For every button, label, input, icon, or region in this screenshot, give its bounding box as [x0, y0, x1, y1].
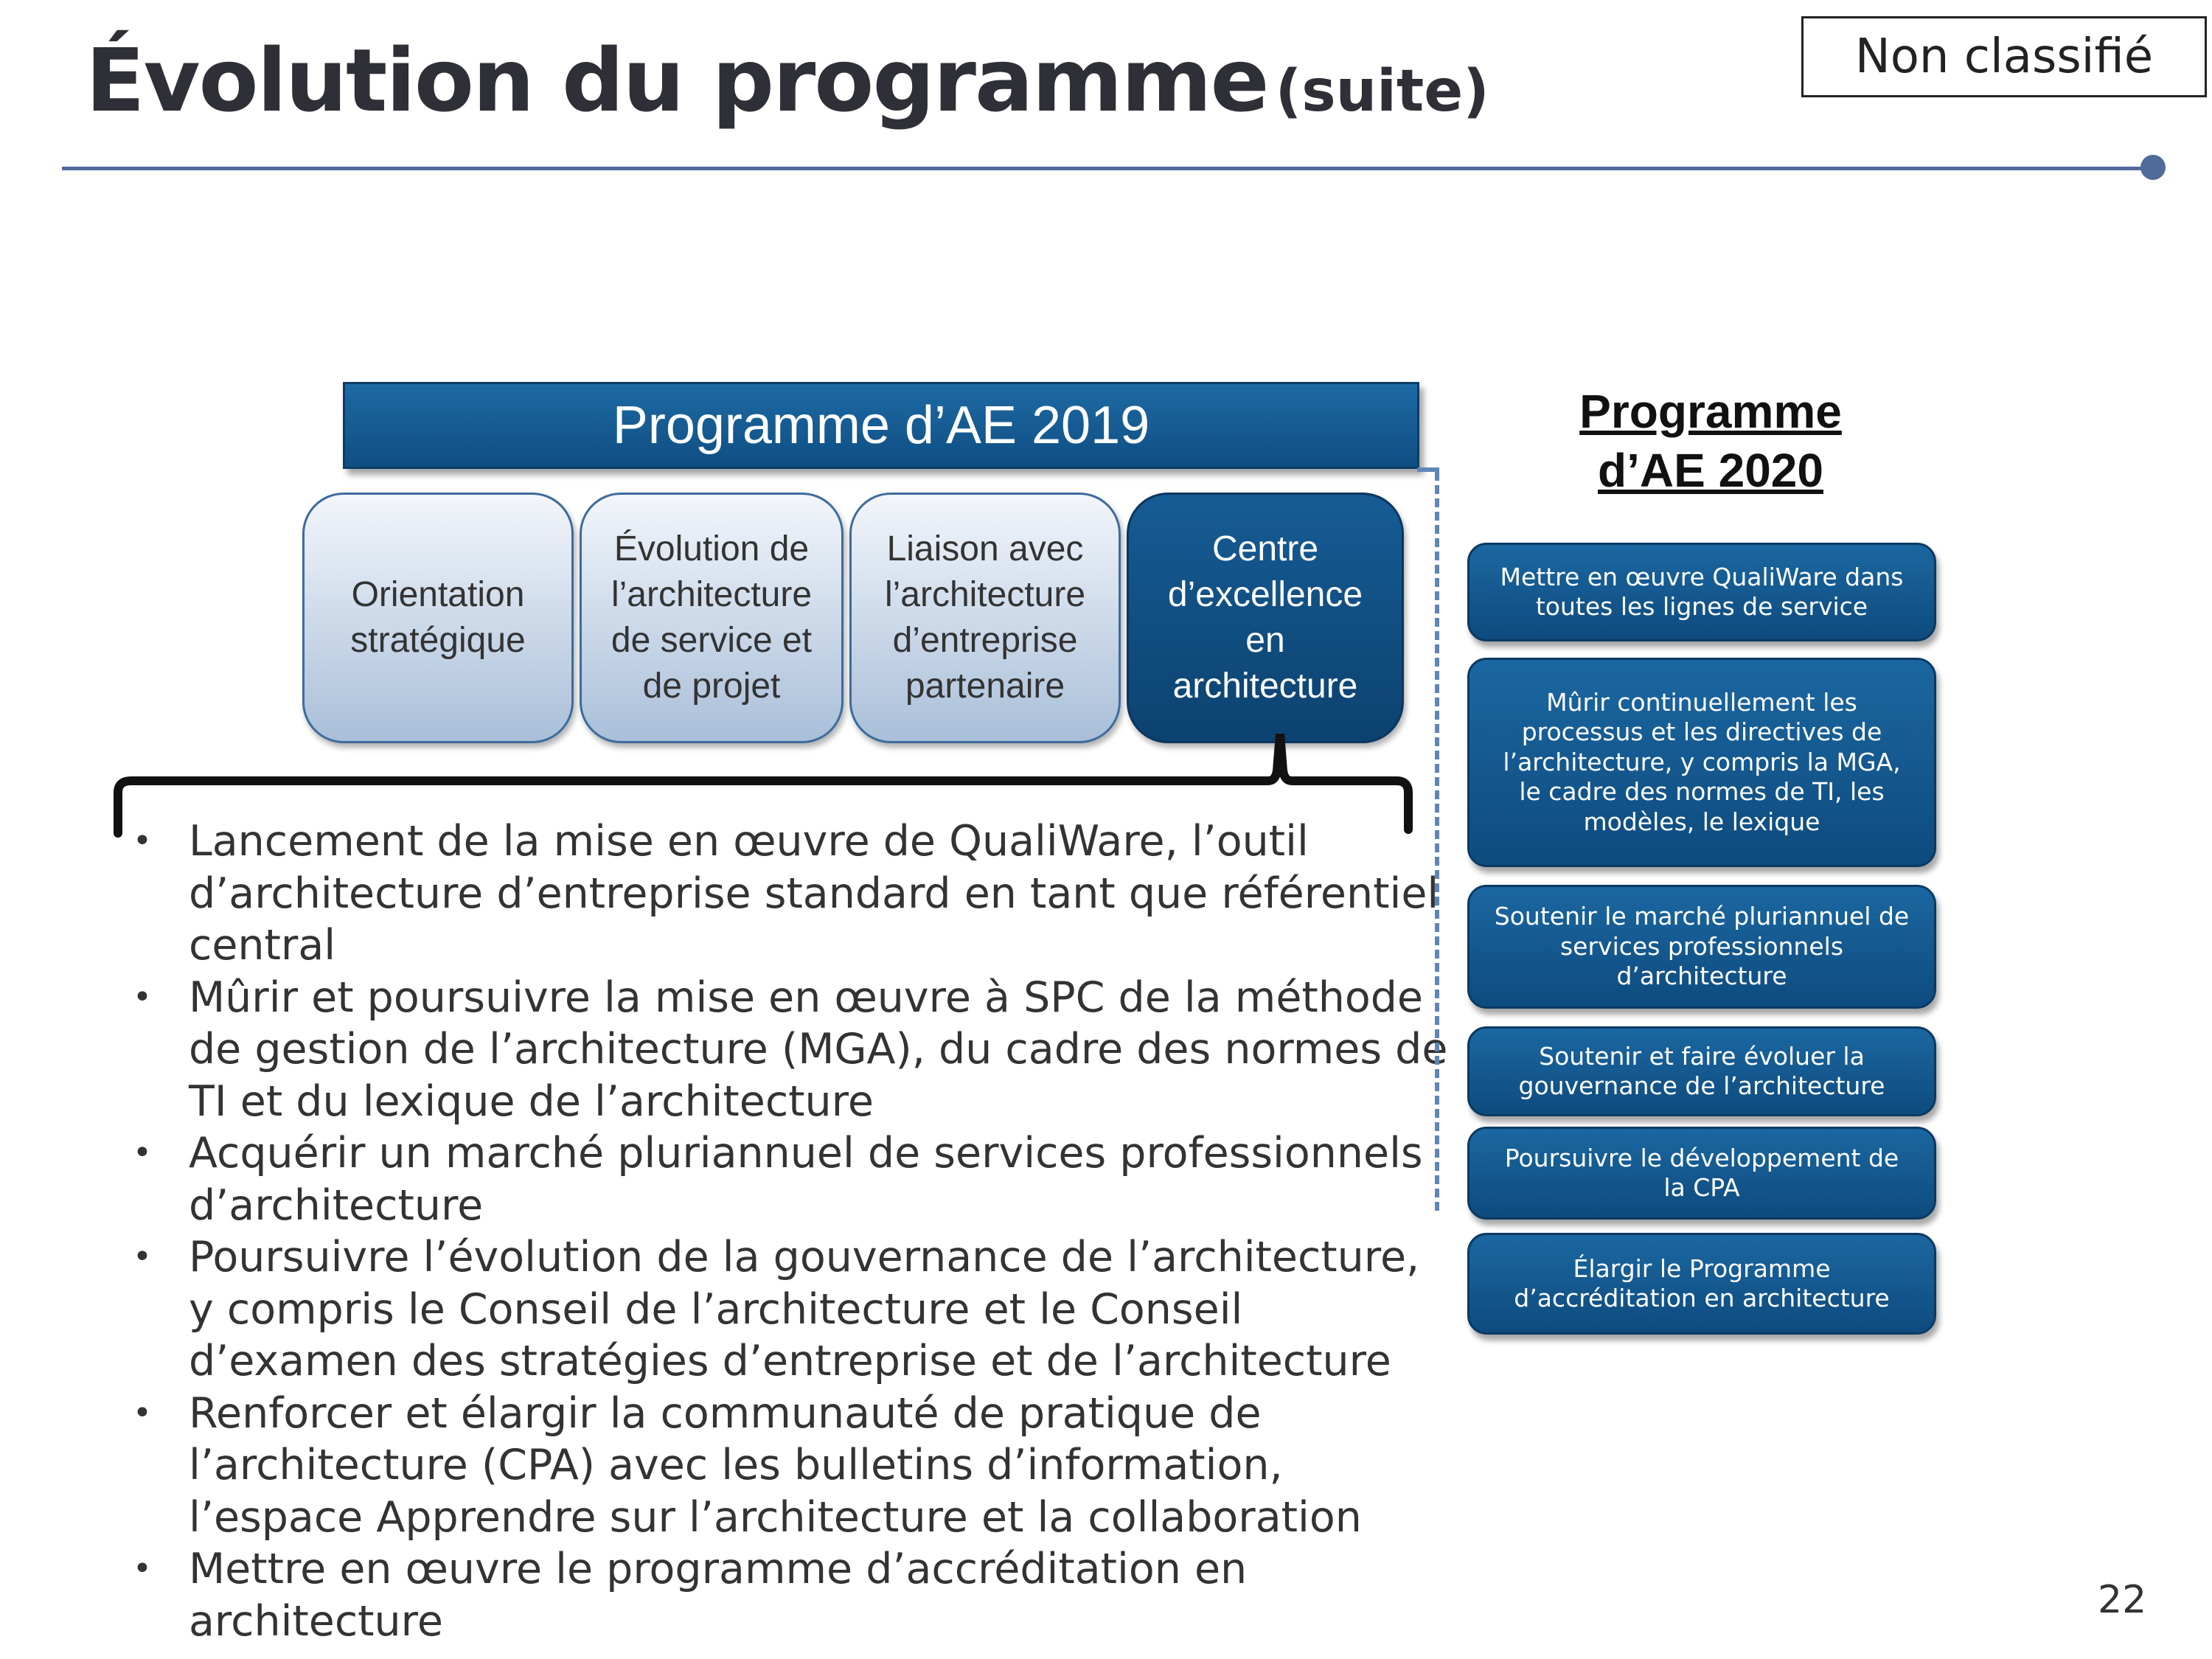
list-item	[133, 1388, 1453, 1544]
bullet-text: Acquérir un marché pluriannuel de services professionnels d’architecture	[189, 1129, 1423, 1230]
pillar-label: Évolution de l’architecture de service et de projet	[611, 529, 813, 706]
list-item	[133, 1543, 1453, 1647]
pillar-service-architecture	[580, 493, 844, 743]
list-item	[133, 1127, 1453, 1231]
program-2020-item: Poursuivre le développement de la CPA	[1467, 1127, 1936, 1220]
bullet-icon: •	[133, 978, 152, 1016]
pillar-strategic-direction	[302, 493, 574, 743]
bullet-text: Mûrir et poursuivre la mise en œuvre à SPC de la méthode de gestion de l’architecture (MGA), du cadre des normes de TI et du lexique de l’architecture	[189, 973, 1448, 1126]
bullet-list-2019	[133, 815, 1453, 1647]
program-2020-title: Programme d’AE 2020	[1579, 385, 1842, 497]
bullet-icon: •	[133, 1550, 152, 1587]
title-rule	[62, 167, 2156, 170]
list-item	[133, 1231, 1453, 1388]
program-2020-item: Soutenir et faire évoluer la gouvernance de l’architecture	[1467, 1026, 1936, 1116]
pillar-label: Centre d’excellence en architecture	[1167, 529, 1363, 706]
bullet-icon: •	[133, 822, 152, 860]
bullet-icon: •	[133, 1394, 152, 1432]
pillar-label: Liaison avec l’architecture d’entreprise partenaire	[884, 529, 1086, 706]
program-2019-banner: Programme d’AE 2019	[343, 382, 1419, 469]
dashed-divider	[1435, 472, 1439, 1211]
pillar-centre-of-excellence	[1127, 493, 1404, 743]
page-number: 22	[2098, 1578, 2147, 1622]
pillar-partner-liaison	[849, 493, 1121, 743]
bullet-text: Renforcer et élargir la communauté de pratique de l’architecture (CPA) avec les bulletins d’information, l’espace Apprendre sur l’architecture et la collaboration	[189, 1388, 1362, 1542]
program-2020-item: Mettre en œuvre QualiWare dans toutes les lignes de service	[1467, 543, 1936, 641]
classification-label: Non classifié	[1801, 16, 2207, 97]
title-rule-dot	[2140, 155, 2166, 180]
bullet-icon: •	[133, 1134, 152, 1172]
page-title-main: Évolution du programme	[86, 29, 1268, 131]
bullet-text: Lancement de la mise en œuvre de QualiWare, l’outil d’architecture d’entreprise standard en tant que référentiel central	[189, 817, 1439, 970]
program-2020-item: Soutenir le marché pluriannuel de services professionnels d’architecture	[1467, 885, 1936, 1009]
bullet-text: Poursuivre l’évolution de la gouvernance de l’architecture, y compris le Conseil de l’architecture et le Conseil d’examen des stratégies d’entreprise et de l’architecture	[189, 1233, 1420, 1385]
pillar-label: Orientation stratégique	[350, 575, 526, 660]
bullet-icon: •	[133, 1238, 152, 1276]
page-title-suffix: (suite)	[1275, 58, 1489, 125]
program-2020-item: Élargir le Programme d’accréditation en architecture	[1467, 1233, 1936, 1335]
bullet-text: Mettre en œuvre le programme d’accréditation en architecture	[189, 1545, 1248, 1646]
page-title	[86, 29, 1489, 131]
program-2020-item: Mûrir continuellement les processus et les directives de l’architecture, y compris la MGA, le cadre des normes de TI, les modèles, le lexique	[1467, 658, 1936, 867]
list-item	[133, 815, 1453, 972]
list-item	[133, 972, 1453, 1128]
